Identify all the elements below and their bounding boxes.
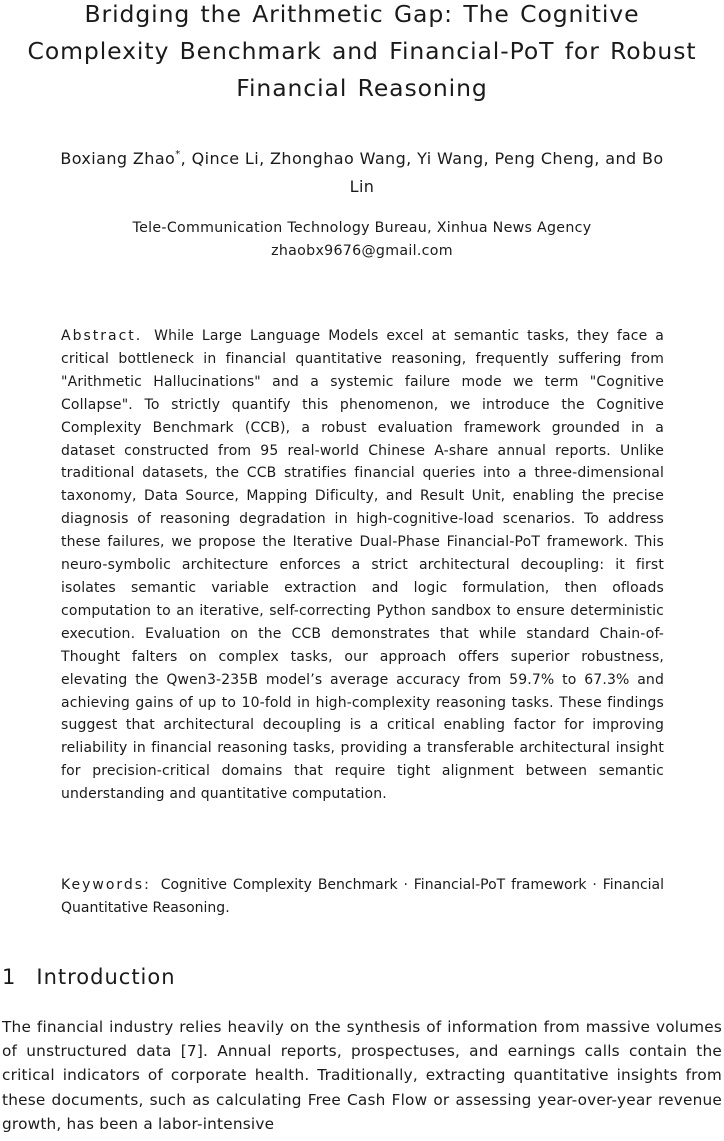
abstract — [61, 325, 664, 806]
other-authors: , Qince Li, Zhonghao Wang, Yi Wang, Peng Cheng, and Bo Lin — [180, 149, 664, 196]
corresponding-author-mark: * — [175, 149, 181, 160]
keywords-label: Keywords: — [61, 877, 151, 893]
affiliation-block — [40, 217, 684, 263]
section-heading — [2, 962, 176, 992]
keywords — [61, 874, 664, 920]
first-author: Boxiang Zhao — [60, 149, 176, 168]
author-email: zhaobx9676@gmail.com — [271, 243, 453, 259]
section-number: 1 — [2, 965, 17, 989]
paper-title: Bridging the Arithmetic Gap: The Cognitive Complexity Benchmark and Financial-PoT for Robust Financial Reasoning — [27, 0, 697, 102]
affiliation: Tele-Communication Technology Bureau, Xinhua News Agency — [132, 220, 592, 236]
section-title: Introduction — [36, 965, 176, 989]
abstract-text: While Large Language Models excel at semantic tasks, they face a critical bottleneck in financial quantitative reasoning, frequently suffering from "Arithmetic Hallucinations" and a systemic failure mode we term "Cognitive Collapse". To strictly quantify this phenomenon, we introduce the Cognitive Complexity Benchmark (CCB), a robust evaluation framework grounded in a dataset constructed from 95 real-world Chinese A-share annual reports. Unlike traditional datasets, the CCB stratifies financial queries into a three-dimensional taxonomy, Data Source, Mapping Dificulty, and Result Unit, enabling the precise diagnosis of reasoning degradation in high-cognitive-load scenarios. To address these failures, we propose the Iterative Dual-Phase Financial-PoT framework. This neuro-symbolic architecture enforces a strict architectural decoupling: it first isolates semantic variable extraction and logic formulation, then ofloads computation to an iterative, self-correcting Python sandbox to ensure deterministic execution. Evaluation on the CCB demonstrates that while standard Chain-of-Thought falters on complex tasks, our approach offers superior robustness, elevating the Qwen3-235B model’s average accuracy from 59.7% to 67.3% and achieving gains of up to 10-fold in high-complexity reasoning tasks. These findings suggest that architectural decoupling is a critical enabling factor for improving reliability in financial reasoning tasks, providing a transferable architectural insight for precision-critical domains that require tight alignment between semantic understanding and quantitative computation. — [61, 328, 664, 803]
author-list — [60, 145, 664, 200]
abstract-label: Abstract. — [61, 328, 143, 344]
keywords-text: Cognitive Complexity Benchmark · Financial-PoT framework · Financial Quantitative Reasoning. — [61, 877, 664, 916]
intro-paragraph: The financial industry relies heavily on the synthesis of information from massive volumes of unstructured data [7]. Annual reports, prospectuses, and earnings calls contain the critical indicators of corporate health. Traditionally, extracting quantitative insights from these documents, such as calculating Free Cash Flow or assessing year-over-year revenue growth, has been a labor-intensive — [2, 1018, 722, 1133]
